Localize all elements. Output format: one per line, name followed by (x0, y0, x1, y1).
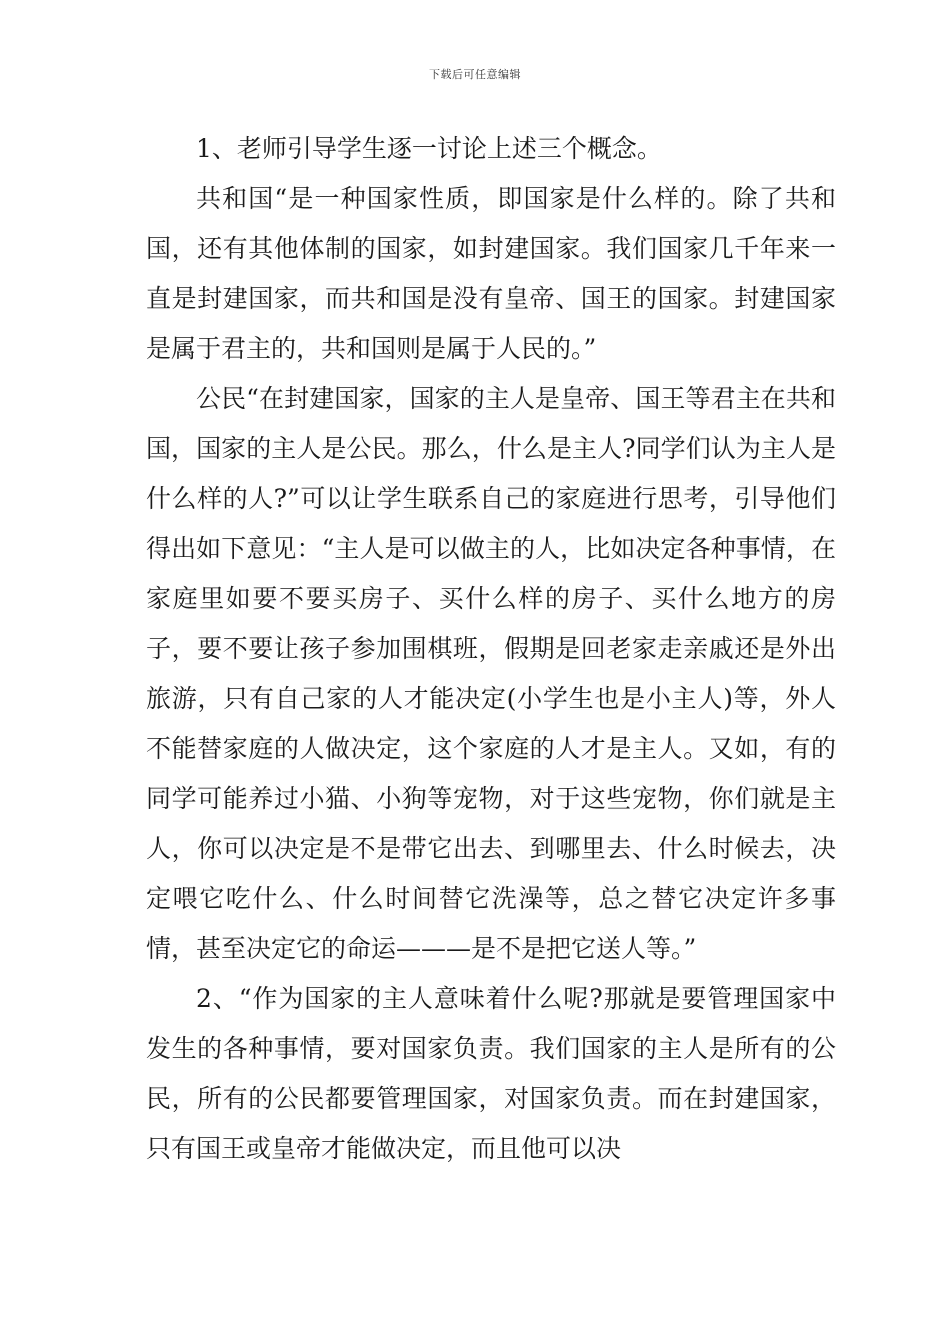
paragraph-2: 共和国“是一种国家性质，即国家是什么样的。除了共和国，还有其他体制的国家，如封建国家。我们国家几千年来一直是封建国家，而共和国是没有皇帝、国王的国家。封建国家是属于君主的，共和国则是属于人民的。” (146, 184, 836, 363)
body-text (146, 124, 836, 1174)
header-note: 下载后可任意编辑 (429, 68, 521, 81)
paragraph-4: 2、“作为国家的主人意味着什么呢?那就是要管理国家中发生的各种事情，要对国家负责。我们国家的主人是所有的公民，所有的公民都要管理国家，对国家负责。而在封建国家，只有国王或皇帝才能做决定，而且他可以决 (146, 984, 836, 1163)
paragraph-3: 公民“在封建国家，国家的主人是皇帝、国王等君主在共和国，国家的主人是公民。那么，什么是主人?同学们认为主人是什么样的人?”可以让学生联系自己的家庭进行思考，引导他们得出如下意见：“主人是可以做主的人，比如决定各种事情，在家庭里如要不要买房子、买什么样的房子、买什么地方的房子，要不要让孩子参加围棋班，假期是回老家走亲戚还是外出旅游，只有自己家的人才能决定(小学生也是小主人)等，外人不能替家庭的人做决定，这个家庭的人才是主人。又如，有的同学可能养过小猫、小狗等宠物，对于这些宠物，你们就是主人，你可以决定是不是带它出去、到哪里去、什么时候去，决定喂它吃什么、什么时间替它洗澡等，总之替它决定许多事情，甚至决定它的命运———是不是把它送人等。” (146, 384, 836, 963)
paragraph-1: 1、老师引导学生逐一讨论上述三个概念。 (196, 134, 662, 163)
